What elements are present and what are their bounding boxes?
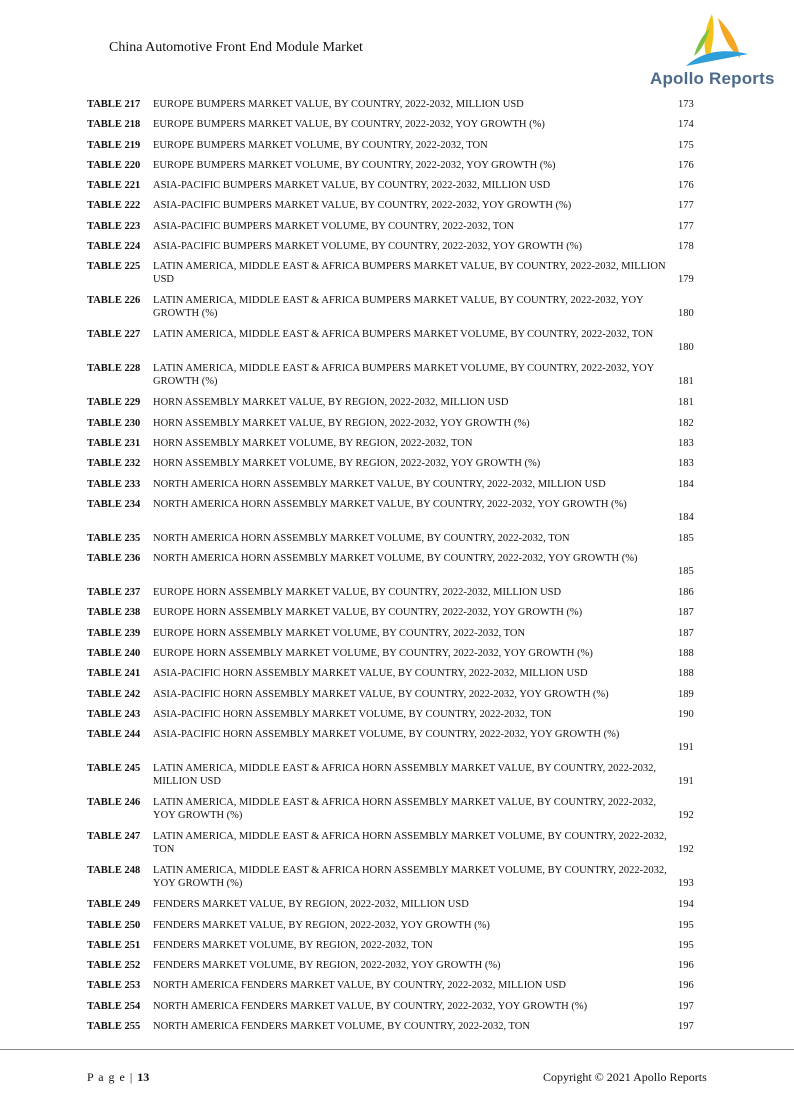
- table-number: TABLE 236: [87, 553, 141, 565]
- table-number: TABLE 254: [87, 1000, 141, 1012]
- toc-entry[interactable]: [87, 532, 727, 552]
- table-number: TABLE 252: [87, 960, 141, 972]
- page-ref: 196: [678, 960, 694, 972]
- toc-entry[interactable]: [87, 667, 727, 687]
- page-ref: 176: [678, 180, 694, 192]
- toc-entry[interactable]: [87, 478, 727, 498]
- page-ref: 188: [678, 648, 694, 660]
- toc-entry[interactable]: [87, 939, 727, 959]
- page-label: P a g e |: [87, 1070, 134, 1084]
- page-ref: 197: [678, 1021, 694, 1033]
- footer-divider: [0, 1049, 794, 1050]
- page-ref: 182: [678, 417, 694, 429]
- table-title: LATIN AMERICA, MIDDLE EAST & AFRICA BUMPERS MARKET VOLUME, BY COUNTRY, 2022-2032, YOY GROWTH (%): [153, 363, 654, 388]
- table-title: ASIA-PACIFIC HORN ASSEMBLY MARKET VOLUME, BY COUNTRY, 2022-2032, YOY GROWTH (%): [153, 729, 620, 741]
- table-number: TABLE 220: [87, 159, 141, 171]
- table-title: ASIA-PACIFIC BUMPERS MARKET VOLUME, BY COUNTRY, 2022-2032, TON: [153, 220, 515, 232]
- logo-mark-icon: [682, 12, 752, 70]
- toc-entry[interactable]: [87, 919, 727, 939]
- table-number: TABLE 225: [87, 261, 141, 273]
- toc-entry[interactable]: [87, 240, 727, 260]
- table-number: TABLE 243: [87, 708, 141, 720]
- table-number: TABLE 255: [87, 1021, 141, 1033]
- page-ref: 178: [678, 241, 694, 253]
- toc-entry[interactable]: [87, 139, 727, 159]
- toc-entry[interactable]: [87, 979, 727, 999]
- page-ref: 180: [678, 342, 694, 354]
- table-title: EUROPE HORN ASSEMBLY MARKET VOLUME, BY COUNTRY, 2022-2032, YOY GROWTH (%): [153, 648, 593, 660]
- page-ref: 187: [678, 607, 694, 619]
- page-number: [87, 1070, 149, 1085]
- table-title: NORTH AMERICA HORN ASSEMBLY MARKET VALUE, BY COUNTRY, 2022-2032, YOY GROWTH (%): [153, 498, 627, 510]
- page-header-title: China Automotive Front End Module Market: [109, 40, 363, 55]
- toc-entry[interactable]: [87, 552, 727, 586]
- toc-entry[interactable]: [87, 796, 727, 830]
- table-number: TABLE 247: [87, 831, 141, 843]
- table-of-contents: [87, 98, 727, 1040]
- table-number: TABLE 238: [87, 607, 141, 619]
- toc-entry[interactable]: [87, 586, 727, 606]
- page-ref: 194: [678, 899, 694, 911]
- toc-entry[interactable]: [87, 762, 727, 796]
- table-number: TABLE 244: [87, 729, 141, 741]
- table-number: TABLE 229: [87, 397, 141, 409]
- copyright-notice: Copyright © 2021 Apollo Reports: [543, 1070, 707, 1084]
- toc-entry[interactable]: [87, 728, 727, 762]
- table-title: FENDERS MARKET VALUE, BY REGION, 2022-2032, MILLION USD: [153, 899, 469, 911]
- page-ref: 180: [678, 308, 694, 320]
- table-number: TABLE 241: [87, 668, 141, 680]
- table-number: TABLE 222: [87, 200, 141, 212]
- table-title: LATIN AMERICA, MIDDLE EAST & AFRICA BUMPERS MARKET VOLUME, BY COUNTRY, 2022-2032, TON: [153, 329, 654, 341]
- table-number: TABLE 226: [87, 295, 141, 307]
- toc-entry[interactable]: [87, 220, 727, 240]
- page-ref: 189: [678, 688, 694, 700]
- toc-entry[interactable]: [87, 647, 727, 667]
- table-number: TABLE 240: [87, 648, 141, 660]
- page-ref: 191: [678, 742, 694, 754]
- toc-entry[interactable]: [87, 959, 727, 979]
- toc-entry[interactable]: [87, 437, 727, 457]
- toc-entry[interactable]: [87, 260, 727, 294]
- table-number: TABLE 251: [87, 939, 141, 951]
- table-title: NORTH AMERICA HORN ASSEMBLY MARKET VOLUME, BY COUNTRY, 2022-2032, TON: [153, 532, 570, 544]
- toc-entry[interactable]: [87, 328, 727, 362]
- page-ref: 191: [678, 776, 694, 788]
- toc-entry[interactable]: [87, 179, 727, 199]
- table-title: NORTH AMERICA HORN ASSEMBLY MARKET VOLUME, BY COUNTRY, 2022-2032, YOY GROWTH (%): [153, 553, 638, 565]
- page-ref: 187: [678, 627, 694, 639]
- table-number: TABLE 224: [87, 241, 141, 253]
- page-ref: 185: [678, 566, 694, 578]
- table-title: EUROPE BUMPERS MARKET VALUE, BY COUNTRY, 2022-2032, YOY GROWTH (%): [153, 119, 545, 131]
- table-title: ASIA-PACIFIC HORN ASSEMBLY MARKET VOLUME, BY COUNTRY, 2022-2032, TON: [153, 708, 552, 720]
- toc-entry[interactable]: [87, 708, 727, 728]
- table-title: NORTH AMERICA HORN ASSEMBLY MARKET VALUE, BY COUNTRY, 2022-2032, MILLION USD: [153, 478, 606, 490]
- table-title: EUROPE BUMPERS MARKET VOLUME, BY COUNTRY, 2022-2032, TON: [153, 139, 488, 151]
- table-title: LATIN AMERICA, MIDDLE EAST & AFRICA HORN ASSEMBLY MARKET VALUE, BY COUNTRY, 2022-2032, YOY GROWTH (%): [153, 797, 657, 822]
- page-ref: 184: [678, 511, 694, 523]
- toc-entry[interactable]: [87, 118, 727, 138]
- page-ref: 195: [678, 919, 694, 931]
- table-number: TABLE 237: [87, 587, 141, 599]
- table-number: TABLE 234: [87, 498, 141, 510]
- page-ref: 177: [678, 200, 694, 212]
- page-ref: 188: [678, 668, 694, 680]
- toc-entry[interactable]: [87, 830, 727, 864]
- table-title: ASIA-PACIFIC BUMPERS MARKET VALUE, BY COUNTRY, 2022-2032, MILLION USD: [153, 180, 551, 192]
- table-title: NORTH AMERICA FENDERS MARKET VOLUME, BY COUNTRY, 2022-2032, TON: [153, 1021, 530, 1033]
- table-number: TABLE 233: [87, 478, 141, 490]
- toc-entry[interactable]: [87, 688, 727, 708]
- page-ref: 195: [678, 939, 694, 951]
- table-title: LATIN AMERICA, MIDDLE EAST & AFRICA BUMPERS MARKET VALUE, BY COUNTRY, 2022-2032, YOY GROWTH (%): [153, 295, 644, 320]
- page-ref: 173: [678, 99, 694, 110]
- page-ref: 185: [678, 532, 694, 544]
- toc-entry[interactable]: [87, 898, 727, 918]
- page-ref: 196: [678, 980, 694, 992]
- table-number: TABLE 223: [87, 220, 141, 232]
- table-number: TABLE 249: [87, 899, 141, 911]
- table-title: ASIA-PACIFIC BUMPERS MARKET VOLUME, BY COUNTRY, 2022-2032, YOY GROWTH (%): [153, 241, 582, 253]
- table-title: FENDERS MARKET VALUE, BY REGION, 2022-2032, YOY GROWTH (%): [153, 919, 490, 931]
- table-title: LATIN AMERICA, MIDDLE EAST & AFRICA BUMPERS MARKET VALUE, BY COUNTRY, 2022-2032, MILLION USD: [153, 261, 666, 286]
- table-title: EUROPE BUMPERS MARKET VALUE, BY COUNTRY, 2022-2032, MILLION USD: [153, 99, 524, 110]
- page-ref: 181: [678, 397, 694, 409]
- toc-entry[interactable]: [87, 362, 727, 396]
- table-number: TABLE 253: [87, 980, 141, 992]
- table-title: EUROPE BUMPERS MARKET VOLUME, BY COUNTRY, 2022-2032, YOY GROWTH (%): [153, 159, 556, 171]
- table-number: TABLE 248: [87, 865, 141, 877]
- page-ref: 186: [678, 587, 694, 599]
- toc-entry[interactable]: [87, 199, 727, 219]
- table-title: ASIA-PACIFIC HORN ASSEMBLY MARKET VALUE, BY COUNTRY, 2022-2032, YOY GROWTH (%): [153, 688, 609, 700]
- table-title: FENDERS MARKET VOLUME, BY REGION, 2022-2032, TON: [153, 939, 433, 951]
- table-number: TABLE 235: [87, 532, 141, 544]
- page-ref: 183: [678, 458, 694, 470]
- table-number: TABLE 218: [87, 119, 141, 131]
- toc-entry[interactable]: [87, 864, 727, 898]
- toc-entry[interactable]: [87, 1020, 727, 1040]
- table-number: TABLE 228: [87, 363, 141, 375]
- toc-entry[interactable]: [87, 417, 727, 437]
- page-ref: 193: [678, 878, 694, 890]
- table-title: ASIA-PACIFIC HORN ASSEMBLY MARKET VALUE, BY COUNTRY, 2022-2032, MILLION USD: [153, 668, 588, 680]
- toc-entry[interactable]: [87, 606, 727, 626]
- table-title: LATIN AMERICA, MIDDLE EAST & AFRICA HORN ASSEMBLY MARKET VOLUME, BY COUNTRY, 2022-2032, YOY GROWTH (%): [153, 865, 667, 890]
- table-number: TABLE 239: [87, 627, 141, 639]
- table-number: TABLE 245: [87, 763, 141, 775]
- toc-entry[interactable]: [87, 498, 727, 532]
- page-ref: 192: [678, 810, 694, 822]
- table-title: FENDERS MARKET VOLUME, BY REGION, 2022-2032, YOY GROWTH (%): [153, 960, 501, 972]
- page-ref: 176: [678, 159, 694, 171]
- table-title: LATIN AMERICA, MIDDLE EAST & AFRICA HORN ASSEMBLY MARKET VOLUME, BY COUNTRY, 2022-2032, TON: [153, 831, 667, 856]
- table-number: TABLE 230: [87, 417, 141, 429]
- table-number: TABLE 219: [87, 139, 141, 151]
- table-title: LATIN AMERICA, MIDDLE EAST & AFRICA HORN ASSEMBLY MARKET VALUE, BY COUNTRY, 2022-2032, MILLION USD: [153, 763, 657, 788]
- page-ref: 181: [678, 376, 694, 388]
- table-title: EUROPE HORN ASSEMBLY MARKET VALUE, BY COUNTRY, 2022-2032, MILLION USD: [153, 587, 562, 599]
- table-title: ASIA-PACIFIC BUMPERS MARKET VALUE, BY COUNTRY, 2022-2032, YOY GROWTH (%): [153, 200, 572, 212]
- page-ref: 184: [678, 478, 694, 490]
- toc-entry[interactable]: [87, 1000, 727, 1020]
- table-number: TABLE 250: [87, 919, 141, 931]
- table-number: TABLE 231: [87, 437, 141, 449]
- page-ref: 174: [678, 119, 694, 131]
- table-number: TABLE 217: [87, 99, 141, 110]
- page-ref: 197: [678, 1000, 694, 1012]
- table-title: EUROPE HORN ASSEMBLY MARKET VOLUME, BY COUNTRY, 2022-2032, TON: [153, 627, 526, 639]
- table-title: NORTH AMERICA FENDERS MARKET VALUE, BY COUNTRY, 2022-2032, YOY GROWTH (%): [153, 1000, 588, 1012]
- table-number: TABLE 232: [87, 458, 141, 470]
- table-title: HORN ASSEMBLY MARKET VOLUME, BY REGION, 2022-2032, YOY GROWTH (%): [153, 458, 541, 470]
- toc-entry[interactable]: [87, 627, 727, 647]
- toc-entry[interactable]: [87, 159, 727, 179]
- table-title: NORTH AMERICA FENDERS MARKET VALUE, BY COUNTRY, 2022-2032, MILLION USD: [153, 980, 566, 992]
- table-title: HORN ASSEMBLY MARKET VALUE, BY REGION, 2022-2032, MILLION USD: [153, 397, 509, 409]
- table-number: TABLE 227: [87, 329, 141, 341]
- toc-entry[interactable]: [87, 294, 727, 328]
- page-number-value: 13: [137, 1070, 150, 1084]
- page-ref: 177: [678, 220, 694, 232]
- table-number: TABLE 242: [87, 688, 141, 700]
- page-ref: 192: [678, 844, 694, 856]
- toc-entry[interactable]: [87, 457, 727, 477]
- logo-text: Apollo Reports: [650, 69, 775, 88]
- table-title: EUROPE HORN ASSEMBLY MARKET VALUE, BY COUNTRY, 2022-2032, YOY GROWTH (%): [153, 607, 583, 619]
- page-ref: 183: [678, 437, 694, 449]
- toc-entry[interactable]: [87, 98, 727, 118]
- page-ref: 190: [678, 708, 694, 720]
- page-ref: 179: [678, 274, 694, 286]
- table-title: HORN ASSEMBLY MARKET VALUE, BY REGION, 2022-2032, YOY GROWTH (%): [153, 417, 530, 429]
- table-number: TABLE 246: [87, 797, 141, 809]
- toc-entry[interactable]: [87, 396, 727, 416]
- apollo-reports-logo: [650, 12, 776, 92]
- page-ref: 175: [678, 139, 694, 151]
- table-number: TABLE 221: [87, 180, 141, 192]
- table-title: HORN ASSEMBLY MARKET VOLUME, BY REGION, 2022-2032, TON: [153, 437, 473, 449]
